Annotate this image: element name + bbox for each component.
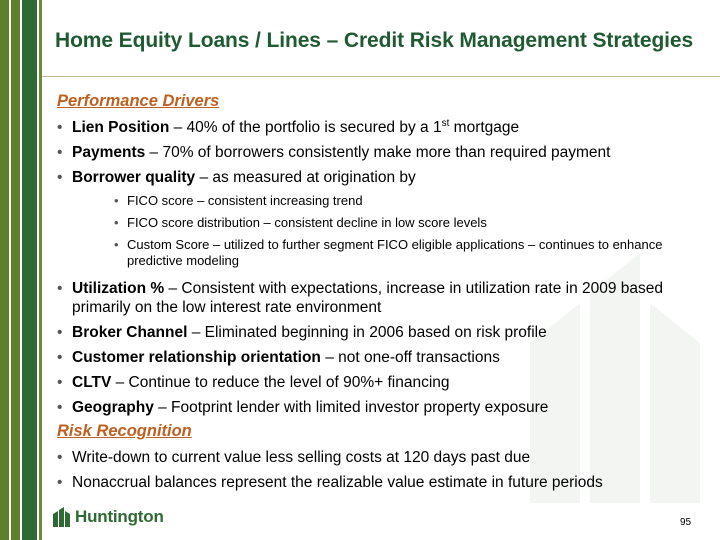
left-decor-bar-3 [22,0,37,540]
left-decor-bar-1 [0,0,9,540]
bullet-borrower-quality [57,168,707,187]
bullet-label: Lien Position [72,119,170,136]
bullet-broker-channel [57,323,707,342]
slide-content [57,90,707,492]
huntington-logo-icon [53,507,71,527]
bullet-label: Payments [72,144,146,161]
bullet-utilization [57,279,707,317]
bullet-geography [57,398,707,417]
bullet-text: – Eliminated beginning in 2006 based on risk profile [187,324,547,341]
bullet-label: Utilization % [72,280,165,297]
bullet-text: – Continue to reduce the level of 90%+ financing [111,374,450,391]
performance-drivers-heading: Performance Drivers [57,92,220,110]
bullet-text: – as measured at origination by [195,169,416,186]
bullet-nonaccrual: • Nonaccrual balances represent the realizable value estimate in future periods [57,473,707,492]
sub-bullet-fico-distribution: • FICO score distribution – consistent decline in low score levels [114,215,707,231]
logo-text: Huntington [75,507,164,526]
bullet-payments [57,143,707,162]
page-number: 95 [680,517,692,528]
bullet-text: – Footprint lender with limited investor property exposure [153,399,549,416]
left-decor-bar-4 [39,0,42,540]
page-title: Home Equity Loans / Lines – Credit Risk Management Strategies [55,29,694,52]
ordinal-suffix: st [441,117,450,129]
bullet-label: Borrower quality [72,169,196,186]
bullet-label: Broker Channel [72,324,188,341]
huntington-logo [53,505,164,529]
left-decor-bar-2 [11,0,20,540]
title-divider [42,76,720,77]
bullet-text: – not one-off transactions [320,349,500,366]
bullet-label: Customer relationship orientation [72,349,321,366]
bullet-text: – 40% of the portfolio is secured by a 1 [169,119,442,136]
bullet-text: – Consistent with expectations, increase in utilization rate in 2009 based primarily on the low interest rate environment [72,280,664,316]
bullet-cltv [57,373,707,392]
bullet-label: Geography [72,399,154,416]
bullet-text: – 70% of borrowers consistently make more than required payment [145,144,611,161]
risk-recognition-heading: Risk Recognition [57,422,192,440]
sub-bullet-custom-score: • Custom Score – utilized to further segment FICO eligible applications – continues to enhance predictive modeling [114,237,707,269]
bullet-write-down: • Write-down to current value less selling costs at 120 days past due [57,448,707,467]
bullet-customer-relationship [57,348,707,367]
bullet-lien-position [57,118,707,137]
sub-bullet-fico-trend: • FICO score – consistent increasing trend [114,193,707,209]
bullet-label: CLTV [72,374,112,391]
bullet-tail: mortgage [449,119,520,136]
